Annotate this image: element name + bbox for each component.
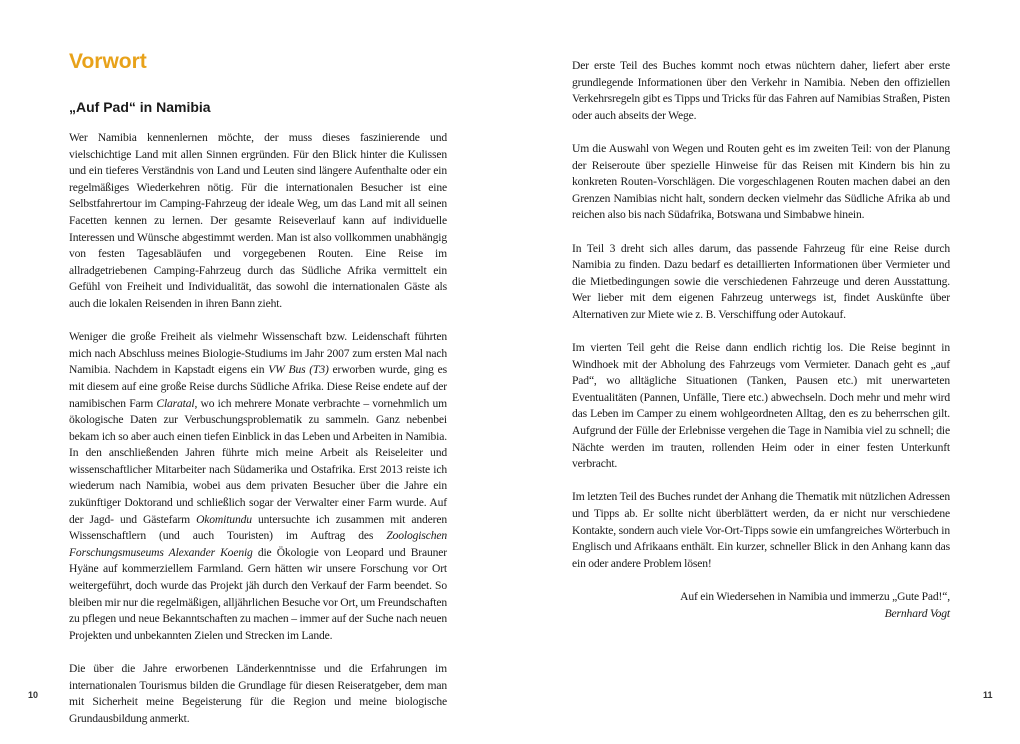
paragraph-text: Der erste Teil des Buches kommt noch etwas nüchtern daher, liefert aber erste grundlegende Informationen über den Verkehr in Namibia. Neben den offiziellen Verkehrsregeln gibt es Tipps und Tricks für das Fahren auf Namibias Straßen, Pisten oder auch abseits der Wege. xyxy=(572,59,950,122)
body-paragraph xyxy=(572,141,950,224)
paragraph-text: erworben wurde, ging es mit diesem auf eine große Reise durchs Südliche Afrika. Diese Reise endete auf der namibischen Farm xyxy=(69,363,447,410)
page-number-right: 11 xyxy=(983,690,993,700)
italic-text: VW Bus (T3) xyxy=(268,363,329,377)
paragraph-text: Im letzten Teil des Buches rundet der Anhang die Thematik mit nützlichen Adressen und Tipps ab. Er sollte nicht überblättert werden, da er nicht nur verschiedene Kontakte, sondern auch viele Vor-Ort-Tipps sowie ein umfangreiches Wörterbuch in Englisch und Afrikaans enthält. Ein kurzer, schneller Blick in den Anhang kann das ein oder andere Problem lösen! xyxy=(572,490,950,570)
page-number-left: 10 xyxy=(28,690,39,700)
left-page xyxy=(0,0,510,724)
section-subtitle: „Auf Pad“ in Namibia xyxy=(69,99,211,115)
body-paragraph xyxy=(69,329,447,644)
body-paragraph xyxy=(572,489,950,572)
right-paragraphs xyxy=(572,58,950,572)
paragraph-text: In Teil 3 dreht sich alles darum, das passende Fahrzeug für eine Reise durch Namibia zu finden. Dazu bedarf es detaillierten Informationen über Vermieter und die Mietbedingungen sowie die verschiedenen Fahrzeuge und deren Ausstattung. Wer lieber mit dem eigenen Fahrzeug unterwegs ist, findet Auskünfte über Alternativen zur Miete wie z. B. Verschiffung oder Autokauf. xyxy=(572,241,950,321)
closing-line: Auf ein Wiedersehen in Namibia und immerzu „Gute Pad!“, xyxy=(680,590,950,603)
paragraph-text: Im vierten Teil geht die Reise dann endlich richtig los. Die Reise beginnt in Windhoek mit der Abholung des Fahrzeugs vom Vermieter. Danach geht es „auf Pad“, wo alltägliche Situationen (Tanken, Pausen etc.) mit unerwarteten Eventualitäten (Pannen, Unfälle, Tiere etc.) abwechseln. Doch mehr und mehr wird das Leben im Camper zu einem wohlgeordneten Alltag, den es zu beherrschen gilt. Aufgrund der Fülle der Erlebnisse vergehen die Tage in Namibia viel zu schnell; die Nächte werden im trauten, rollenden Heim oder in einer festen Unterkunft verbracht. xyxy=(572,341,950,471)
body-paragraph xyxy=(572,58,950,124)
right-text-column xyxy=(572,58,950,622)
paragraph-text: Um die Auswahl von Wegen und Routen geht es im zweiten Teil: von der Planung der Reiseroute über spezielle Hinweise für das Reisen mit Kindern bis hin zu konkreten Routen-Vorschlägen. Die vorgeschlagenen Routen machen dabei an den Grenzen Namibias nicht halt, sondern decken vielmehr das Südliche Afrika ab und reichen also bis nach Südafrika, Botswana und Simbabwe hinein. xyxy=(572,141,950,222)
paragraph-text: die Ökologie von Leopard und Brauner Hyäne auf kommerziellem Farmland. Gern hätten wir unsere Forschung vor Ort weitergeführt, doch wurde das Projekt jäh durch den Verkauf der Farm beendet. So bleiben mir nur die regelmäßigen, alljährlichen Besuche vor Ort, um Freundschaften zu pflegen und neue Bekanntschaften zu machen – immer auf der Suche nach neuen Projekten und unbekannten Zielen und Strecken im Lande. xyxy=(69,545,447,642)
body-paragraph xyxy=(572,340,950,473)
author-signature: Bernhard Vogt xyxy=(884,606,950,620)
body-paragraph xyxy=(69,130,447,313)
body-paragraph xyxy=(572,241,950,324)
italic-text: Claratal xyxy=(156,396,195,410)
paragraph-text: Weniger die große Freiheit als vielmehr Wissenschaft bzw. Leidenschaft führten mich nach Abschluss meines Biologie-Studiums im Jahr 2007 zum ersten Mal nach Namibia. Nachdem in Kapstadt eigens ein xyxy=(69,330,447,377)
paragraph-text: Wer Namibia kennenlernen möchte, der muss dieses faszinierende und vielschichtige Land mit allen Sinnen ergründen. Für den Blick hinter die Kulissen und ein tieferes Verständnis von Land und Leuten sind längere Aufenthalte oder ein regelmäßiges Wiederkehren nötig. Für die internationalen Besucher ist eine Selbstfahrertour im Camping-Fahrzeug der ideale Weg, um das Land mit all seinen Facetten kennen zu lernen. Der gesamte Reiseverlauf kann auf individuelle Interessen und Wünsche abgestimmt werden. Man ist also vollkommen unabhängig von festen Tagesabläufen und vorgegebenen Routen. Eine Reise im allradgetriebenen Camping-Fahrzeug durch das Südliche Afrika vermittelt ein Gefühl von Freiheit und Individualität, das sowohl die internationalen Gäste als auch die lokalen Reisenden in ihren Bann zieht. xyxy=(69,131,447,310)
chapter-title: Vorwort xyxy=(69,50,147,73)
left-text-column xyxy=(69,130,447,744)
body-paragraph xyxy=(69,661,447,727)
italic-text: Okomitundu xyxy=(196,512,252,526)
paragraph-text: untersuchte ich zusammen mit anderen Wissenschaftlern (und auch Touristen) im Auftrag des xyxy=(69,512,447,543)
paragraph-text: Die über die Jahre erworbenen Länderkenntnisse und die Erfahrungen im internationalen Tourismus bilden die Grundlage für diesen Reiseratgeber, dem man mit Sicherheit meine Begeisterung für die Region und meine biologische Grundausbildung anmerkt. xyxy=(69,662,447,725)
italic-text: Zoologischen Forschungsmuseums Alexander Koenig xyxy=(69,529,447,559)
paragraph-text: , wo ich mehrere Monate verbrachte – vornehmlich um ökologische Daten zur Verbuschungsproblematik zu sammeln. Ganz nebenbei bekam ich so aber auch einen tiefen Einblick in das Leben und Arbeiten in Namibia. In den anschließenden Jahren führte mich meine Arbeit als Reiseleiter und wissenschaftlicher Mitarbeiter nach Südamerika und Ostafrika. Erst 2013 reiste ich wiederum nach Namibia, wobei aus dem privaten Besucher über die Jahre ein zukünftiger Doktorand und schließlich sogar der Verwalter einer Farm wurde. Auf der Jagd- und Gästefarm xyxy=(69,396,447,526)
